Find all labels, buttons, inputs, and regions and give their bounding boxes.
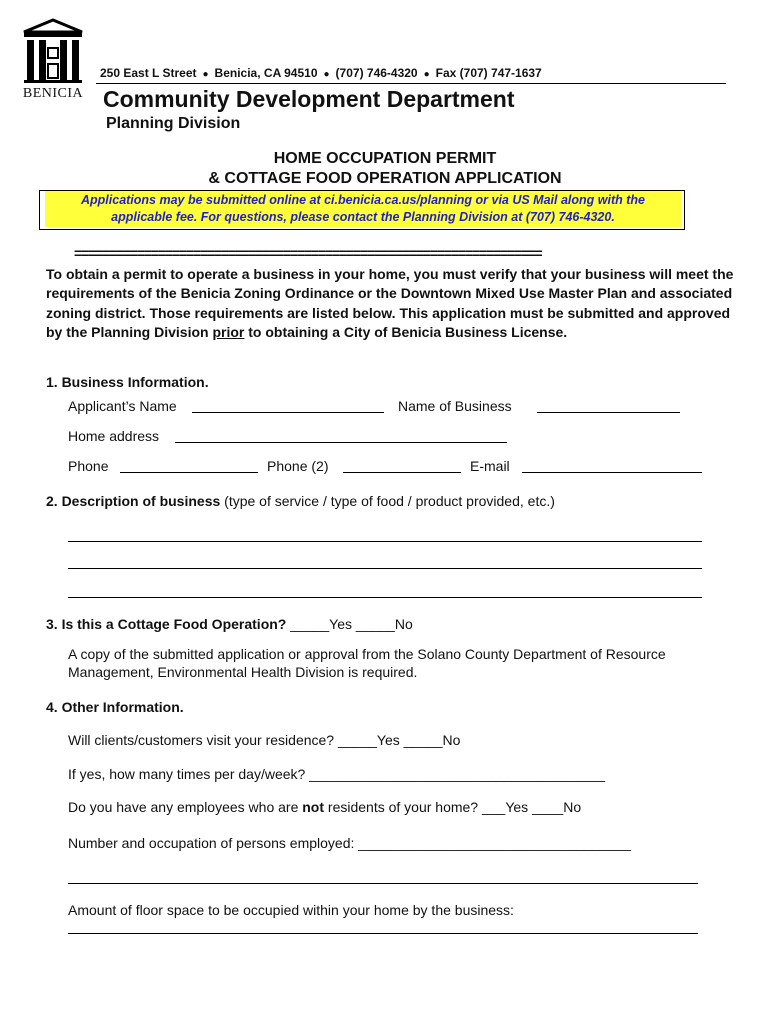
- intro-paragraph: [46, 265, 736, 342]
- employees-question-text: Do you have any employees who are: [68, 799, 303, 815]
- notice-text: [45, 192, 681, 226]
- section2-hint: (type of service / type of food / product provided, etc.): [224, 493, 555, 509]
- phone-label: Phone: [68, 458, 109, 474]
- department-title: Community Development Department: [103, 86, 515, 112]
- phone-field[interactable]: [120, 472, 258, 473]
- address-line: [100, 66, 542, 80]
- phone2-label: Phone (2): [267, 458, 329, 474]
- intro-text-end: to obtaining a City of Benicia Business License.: [244, 323, 568, 340]
- home-address-label: Home address: [68, 428, 160, 444]
- division-title: Planning Division: [106, 115, 241, 132]
- street-address: 250 East L Street: [100, 66, 197, 80]
- applicant-name-label: Applicant’s Name: [68, 398, 177, 414]
- form-title-line2: & COTTAGE FOOD OPERATION APPLICATION: [208, 170, 562, 187]
- floor-space-question: Amount of floor space to be occupied within your home by the business:: [68, 902, 514, 918]
- divider-equals: ===================================================================: [74, 245, 542, 261]
- persons-question[interactable]: Number and occupation of persons employed: ___________________________________: [68, 835, 631, 851]
- bullet-icon: ●: [202, 69, 209, 80]
- description-line-1[interactable]: [68, 541, 702, 542]
- cottage-food-options[interactable]: _____Yes _____No: [290, 616, 413, 632]
- notice-line1: Applications may be submitted online at ci.benicia.ca.us/planning or via US Mail along with the: [81, 193, 645, 207]
- email-label: E-mail: [470, 458, 510, 474]
- form-title-line1: HOME OCCUPATION PERMIT: [273, 150, 497, 167]
- notice-line2: applicable fee. For questions, please contact the Planning Division at (707) 746-4320.: [111, 210, 615, 224]
- phone-number: (707) 746-4320: [335, 66, 418, 80]
- description-line-3[interactable]: [68, 597, 702, 598]
- times-question[interactable]: If yes, how many times per day/week? ______________________________________: [68, 766, 606, 782]
- section3-note: A copy of the submitted application or approval from the Solano County Department of Resource Management, Environmental Health Division is required.: [68, 646, 666, 680]
- logo-wordmark: BENICIA: [22, 86, 84, 101]
- description-line-2[interactable]: [68, 568, 702, 569]
- section3-title: 3. Is this a Cottage Food Operation?: [46, 616, 287, 632]
- section4-heading: 4. Other Information.: [46, 699, 184, 715]
- applicant-name-field[interactable]: [192, 412, 384, 413]
- business-name-label: Name of Business: [398, 398, 512, 414]
- employees-question[interactable]: [68, 799, 581, 815]
- persons-line-2[interactable]: [68, 883, 698, 884]
- employees-question-options: residents of your home? ___Yes ____No: [324, 799, 582, 815]
- phone2-field[interactable]: [343, 472, 461, 473]
- business-name-field[interactable]: [537, 412, 680, 413]
- section3-heading: [46, 616, 413, 632]
- section2-heading: [46, 493, 555, 509]
- email-field[interactable]: [522, 472, 702, 473]
- employees-question-emphasis: not: [302, 799, 325, 815]
- section1-heading: 1. Business Information.: [46, 374, 209, 390]
- floor-space-field[interactable]: [68, 933, 698, 934]
- fax-number: Fax (707) 747-1637: [435, 66, 542, 80]
- bullet-icon: ●: [423, 69, 430, 80]
- home-address-field[interactable]: [175, 442, 507, 443]
- intro-text: To obtain a permit to operate a business in your home, you must verify that your business will meet the requirements of the Benicia Zoning Ordinance or the Downtown Mixed Use Master Plan and associated zoning district. Those requirements are listed below. This application must be submitted and approved by the Planning Division: [46, 266, 734, 340]
- bullet-icon: ●: [323, 69, 330, 80]
- benicia-logo: [22, 18, 84, 106]
- header-divider: [96, 83, 726, 84]
- section2-title: 2. Description of business: [46, 493, 221, 509]
- intro-emphasis: prior: [212, 323, 245, 340]
- city-address: Benicia, CA 94510: [214, 66, 318, 80]
- visit-question[interactable]: Will clients/customers visit your residence? _____Yes _____No: [68, 732, 461, 748]
